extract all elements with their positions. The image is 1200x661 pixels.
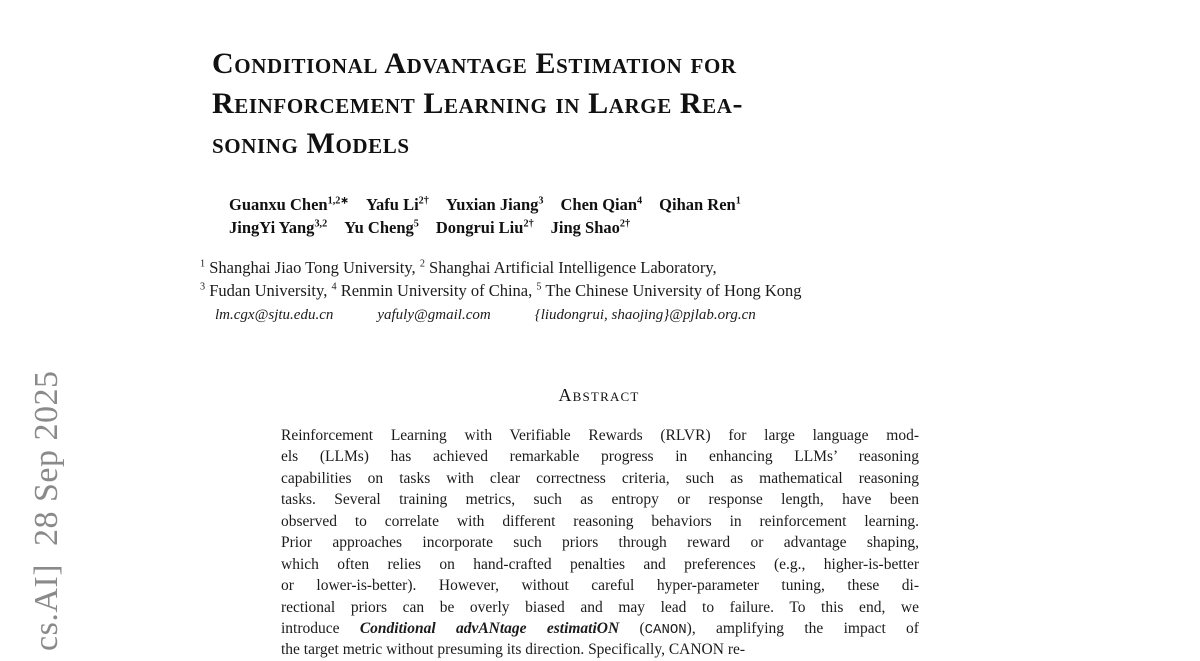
author-name: Yu Cheng	[344, 217, 414, 237]
abstract-line: which often relies on hand-crafted penalties and preferences (e.g., higher-is-better	[281, 555, 919, 573]
canon-method-name: Conditional advANtage estimatiON	[359, 619, 620, 637]
abstract-text: (	[619, 619, 645, 637]
author-name: Qihan Ren	[659, 195, 736, 214]
author-affil-sup: 2†	[619, 218, 631, 229]
author-affil-sup: 5	[413, 218, 419, 229]
affil-sup: 3	[200, 281, 206, 293]
author-guanxu-chen	[229, 195, 349, 214]
paper-title	[212, 44, 912, 164]
email-address-1: lm.cgx@sjtu.edu.cn	[215, 307, 334, 323]
author-qihan-ren	[659, 195, 741, 214]
author-chen-qian	[560, 195, 642, 214]
author-affil-sup: 3	[538, 195, 544, 207]
abstract-line: Prior approaches incorporate such priors through reward or advantage shaping,	[281, 534, 919, 552]
author-affil-sup: 1	[735, 195, 741, 207]
affil-text: Fudan University,	[205, 281, 332, 300]
affil-sup: 4	[331, 281, 337, 293]
abstract-line: capabilities on tasks with clear correctness criteria, such as mathematical reasoning	[281, 469, 919, 487]
affil-sup: 2	[419, 258, 425, 270]
abstract-line: tasks. Several training metrics, such as entropy or response length, have been	[281, 491, 919, 509]
email-address-3: {liudongrui, shaojing}@pjlab.org.cn	[534, 307, 756, 323]
author-affil-sup: 2†	[523, 218, 534, 229]
paper-title-line-2: Reinforcement Learning in Large Rea-	[212, 87, 744, 120]
canon-acronym: CANON	[644, 621, 687, 638]
author-affil-sup: 2†	[418, 195, 429, 207]
affiliation-block	[200, 256, 980, 302]
abstract-body	[281, 425, 919, 661]
author-row-2	[229, 217, 929, 240]
author-name: Yuxian Jiang	[445, 195, 539, 214]
abstract-line: or lower-is-better). However, without careful hyper-parameter tuning, these di-	[281, 577, 919, 595]
abstract-line-partial: the target metric without presuming its direction. Specifically, CANON re-	[281, 641, 746, 659]
abstract-line-canon	[281, 618, 919, 639]
author-name: JingYi Yang	[229, 217, 315, 237]
affiliation-line-1	[200, 256, 980, 279]
author-name: Dongrui Liu	[435, 217, 524, 237]
author-block	[229, 194, 929, 239]
affil-text: Shanghai Jiao Tong University,	[205, 258, 420, 277]
affil-sup: 1	[200, 258, 206, 270]
paper-title-line-3: soning Models	[212, 127, 410, 160]
author-dongrui-liu	[436, 218, 534, 237]
abstract-line: els (LLMs) has achieved remarkable progress in enhancing LLMs’ reasoning	[281, 448, 919, 466]
author-affil-sup: 1,2∗	[327, 195, 349, 207]
author-affil-sup: 3,2	[314, 218, 328, 229]
author-yu-cheng	[344, 218, 419, 237]
author-name: Yafu Li	[365, 195, 419, 214]
affil-text: The Chinese University of Hong Kong	[541, 281, 802, 300]
abstract-text: ), amplifying the impact of	[686, 619, 919, 637]
author-yuxian-jiang	[446, 195, 544, 214]
abstract-text: introduce	[281, 619, 360, 637]
abstract-line: observed to correlate with different reasoning behaviors in reinforcement learning.	[281, 512, 919, 530]
author-yafu-li	[366, 195, 429, 214]
abstract-heading: Abstract	[558, 385, 640, 405]
email-address-2: yafuly@gmail.com	[377, 307, 491, 323]
abstract-line: Reinforcement Learning with Verifiable Rewards (RLVR) for large language mod-	[281, 427, 919, 444]
email-line	[215, 305, 975, 325]
author-name: Guanxu Chen	[229, 195, 328, 214]
affil-text: Renmin University of China,	[336, 281, 537, 300]
author-row-1	[229, 194, 929, 217]
affil-sup: 5	[536, 281, 542, 293]
author-jing-shao	[551, 218, 630, 237]
author-affil-sup: 4	[637, 195, 643, 207]
arxiv-watermark: cs.AI] 28 Sep 2025	[28, 370, 65, 651]
affiliation-line-2	[200, 279, 980, 302]
author-name: Chen Qian	[560, 195, 638, 214]
abstract-line: rectional priors can be overly biased and may lead to failure. To this end, we	[281, 598, 919, 616]
affil-text: Shanghai Artificial Intelligence Laboratory,	[424, 258, 717, 277]
paper-title-line-1: Conditional Advantage Estimation for	[212, 47, 737, 80]
author-jingyi-yang	[229, 218, 327, 237]
author-name: Jing Shao	[550, 217, 620, 237]
